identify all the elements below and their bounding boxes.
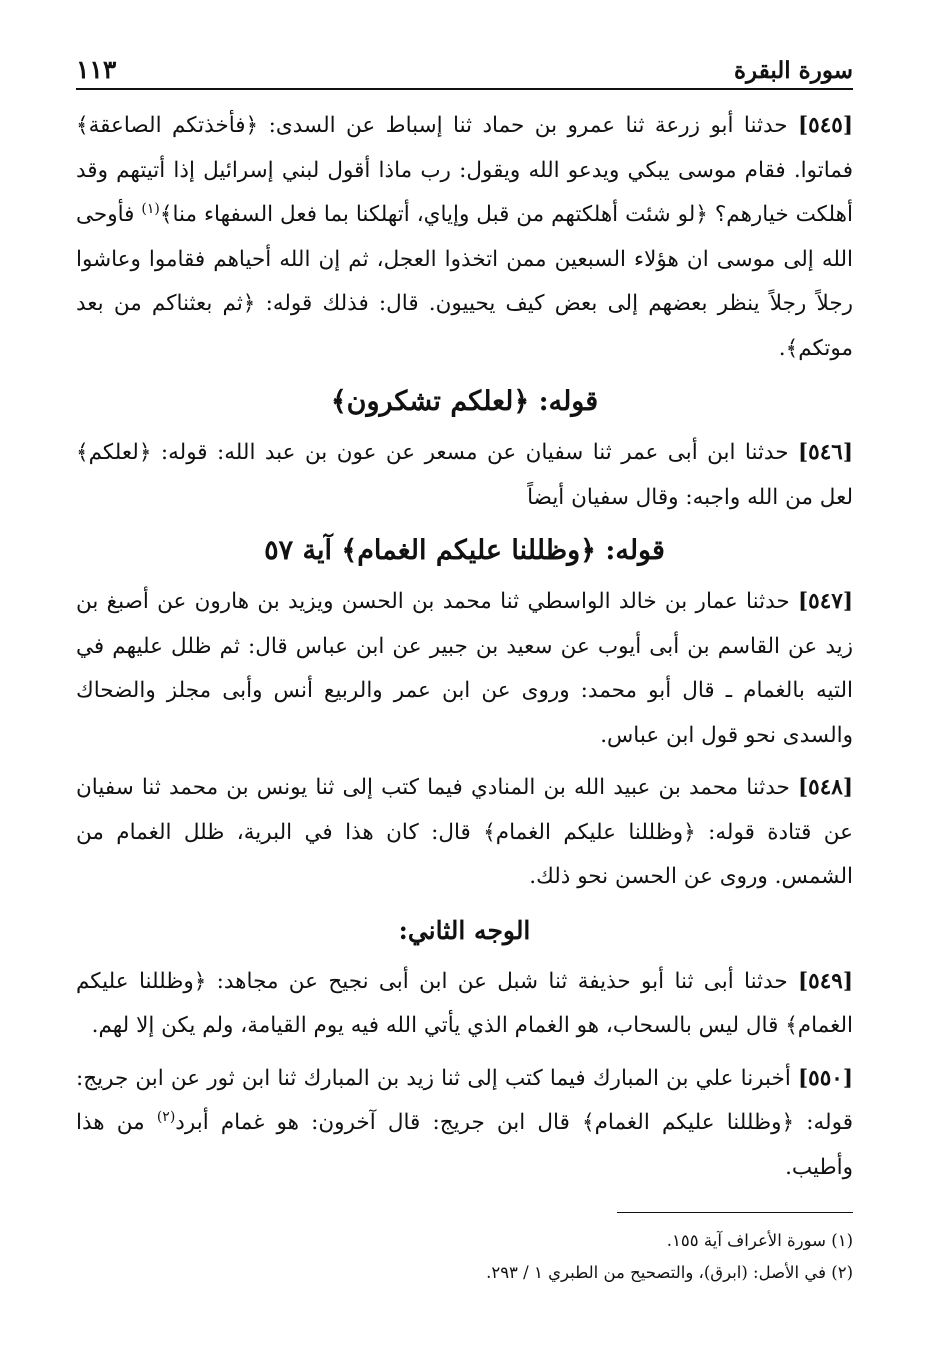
hadith-text-tail: فأوحى الله إلى موسى ان هؤلاء السبعين ممن اتخذوا العجل، ثم إن الله أحياهم فقاموا وعاشوا رجلاً رجلاً ينظر بعضهم إلى بعض كيف يحييون. قال: فذلك قوله: ﴿ثم بعثناكم من بعد موتكم﴾. bbox=[76, 202, 853, 361]
hadith-text: أخبرنا علي بن المبارك فيما كتب إلى ثنا زيد بن المبارك ثنا ابن ثور عن ابن جريج: قوله: ﴿وظللنا عليكم الغمام﴾ قال ابن جريج: قال آخرون: هو غمام أبرد bbox=[76, 1065, 853, 1135]
surah-title: سورة البقرة bbox=[733, 57, 853, 84]
footnote-divider bbox=[617, 1212, 853, 1213]
hadith-546 bbox=[76, 431, 853, 520]
hadith-number: [٥٤٥] bbox=[797, 113, 854, 138]
hadith-text: حدثنا أبو زرعة ثنا عمرو بن حماد ثنا إسباط عن السدى: ﴿فأخذتكم الصاعقة﴾ فماتوا. فقام موسى يبكي ويدعو الله ويقول: رب ماذا أقول لبني إسرائيل إذا أتيتهم وقد أهلكت خيارهم؟ ﴿لو شئت أهلكتهم من قبل وإياي، أتهلكنا بما فعل السفهاء منا﴾ bbox=[76, 113, 853, 227]
hadith-545 bbox=[76, 104, 853, 371]
footnote-1: (١) سورة الأعراف آية ١٥٥. bbox=[666, 1231, 853, 1250]
section-heading: قوله: ﴿لعلكم تشكرون﴾ bbox=[330, 386, 599, 417]
hadith-550 bbox=[76, 1057, 853, 1191]
hadith-text: حدثنا محمد بن عبيد الله بن المنادي فيما كتب إلى ثنا يونس بن محمد ثنا سفيان عن قتادة قوله: ﴿وظللنا عليكم الغمام﴾ قال: كان هذا في البرية، ظلل الغمام من الشمس. وروى عن الحسن نحو ذلك. bbox=[76, 775, 853, 889]
hadith-number: [٥٤٨] bbox=[797, 775, 853, 800]
page-number: ١١٣ bbox=[76, 55, 117, 84]
section-heading: قوله: ﴿وظللنا عليكم الغمام﴾ آية ٥٧ bbox=[264, 535, 665, 566]
footnote-2: (٢) في الأصل: (ابرق)، والتصحيح من الطبري ١ / ٢٩٣. bbox=[486, 1263, 853, 1282]
footnote-marker: (٢) bbox=[156, 1108, 176, 1125]
hadith-number: [٥٥٠] bbox=[797, 1065, 853, 1091]
hadith-number: [٥٤٧] bbox=[797, 589, 853, 614]
hadith-text: حدثنا عمار بن خالد الواسطي ثنا محمد بن الحسن ويزيد بن هارون عن أصبغ بن زيد عن القاسم بن أبى أيوب عن سعيد بن جبير عن ابن عباس قال: ثم ظلل عليهم في التيه بالغمام ـ قال أبو محمد: وروى عن ابن عمر والربيع أنس وأبى مجلز والضحاك والسدى نحو قول ابن عباس. bbox=[76, 589, 853, 748]
hadith-text: حدثنا ابن أبى عمر ثنا سفيان عن مسعر عن عون بن عبد الله: قوله: ﴿لعلكم﴾ لعل من الله واجبه: وقال سفيان أيضاً bbox=[76, 440, 853, 510]
hadith-547 bbox=[76, 580, 853, 758]
hadith-number: [٥٤٦] bbox=[797, 440, 853, 465]
hadith-548 bbox=[76, 766, 853, 900]
hadith-text-tail: من هذا وأطيب. bbox=[76, 1110, 853, 1180]
page-body bbox=[76, 104, 853, 1289]
subsection-heading: الوجه الثاني: bbox=[398, 915, 531, 945]
hadith-number: [٥٤٩] bbox=[797, 968, 853, 994]
footnote-marker: (١) bbox=[141, 200, 160, 217]
hadith-549 bbox=[76, 960, 853, 1049]
page-header bbox=[76, 46, 853, 90]
hadith-text: حدثنا أبى ثنا أبو حذيفة ثنا شبل عن ابن أبى نجيح عن مجاهد: ﴿وظللنا عليكم الغمام﴾ قال ليس بالسحاب، هو الغمام الذي يأتي الله فيه يوم القيامة، ولم يكن إلا لهم. bbox=[76, 968, 853, 1038]
